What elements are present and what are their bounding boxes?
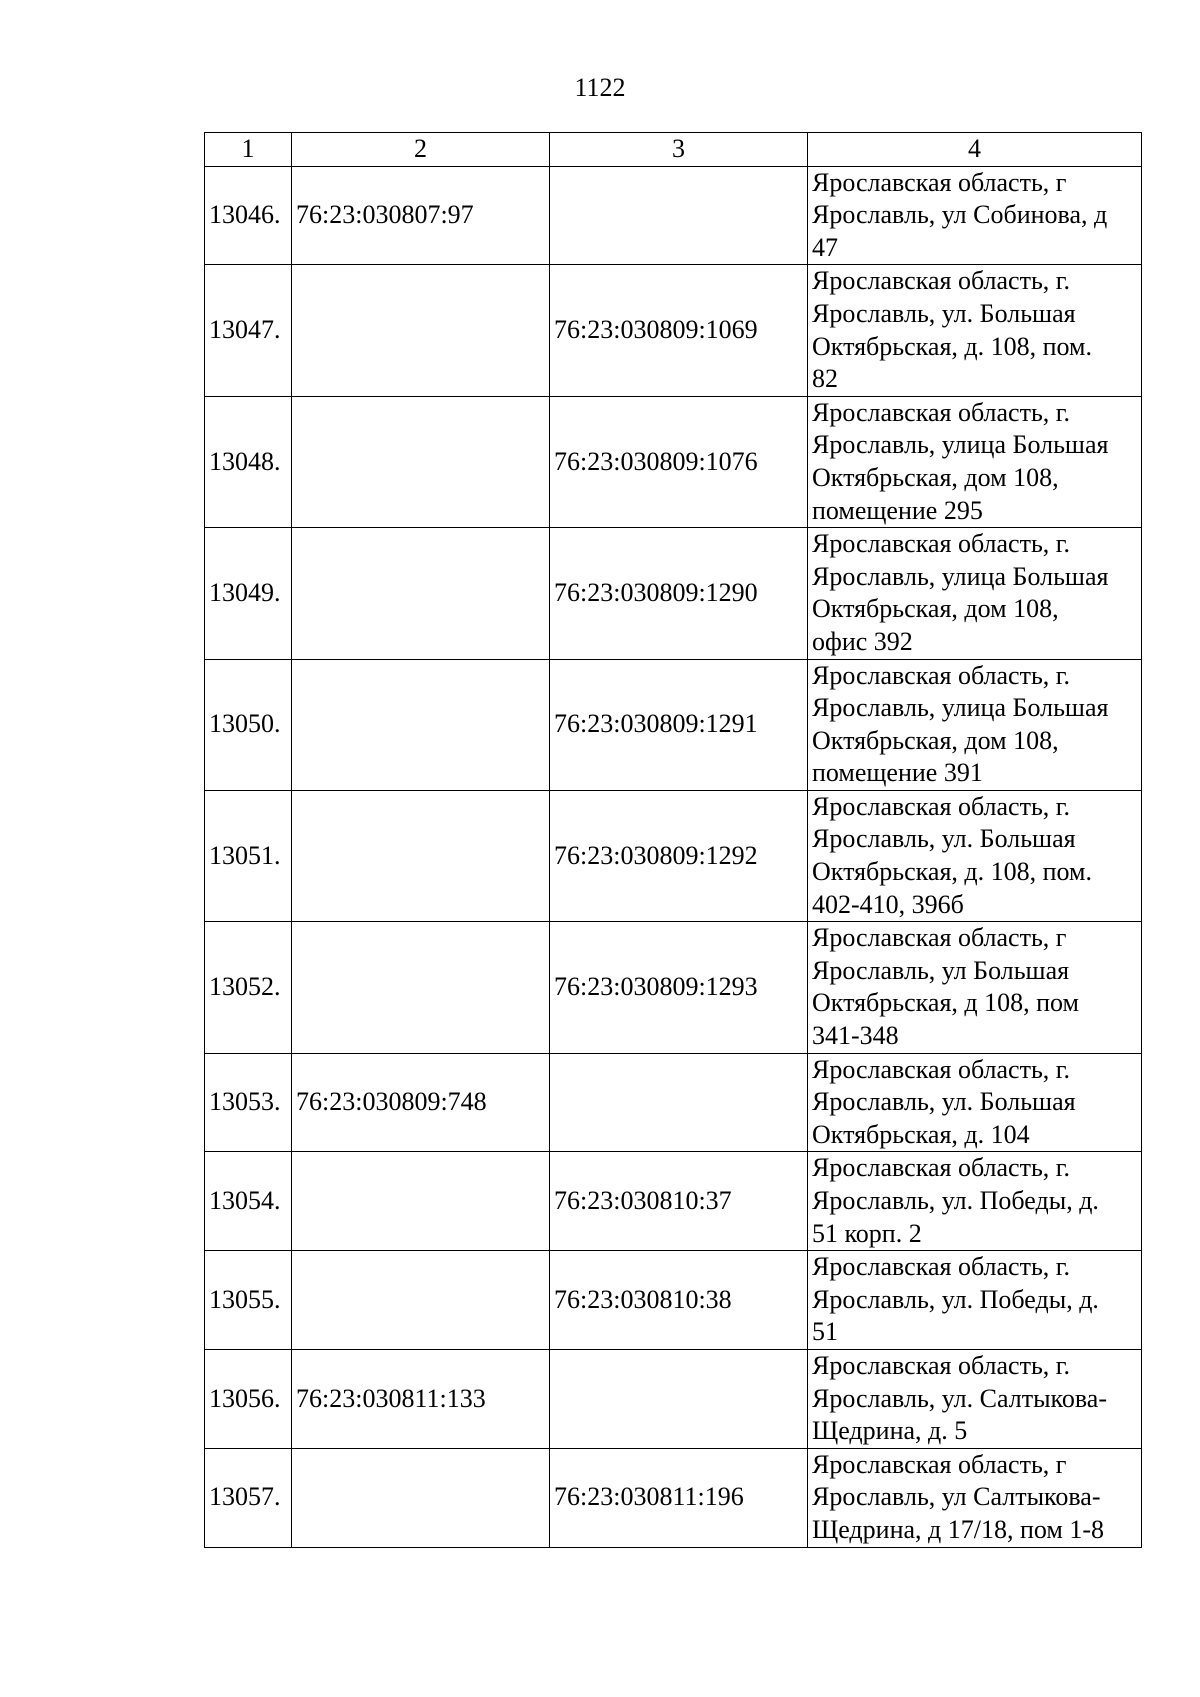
- address-line: Ярославль, улица Большая: [812, 430, 1109, 460]
- address-line: Щедрина, д. 5: [812, 1416, 968, 1446]
- table-row: [205, 659, 1142, 790]
- address-line: Ярославская область, г: [812, 923, 1067, 953]
- cadastral-number-col3: 76:23:030809:1069: [550, 265, 808, 396]
- row-number: 13054.: [205, 1152, 292, 1251]
- address-cell: [808, 1349, 1142, 1448]
- row-number: 13055.: [205, 1251, 292, 1350]
- registry-table: [204, 132, 1142, 1548]
- address-line: Ярославская область, г.: [812, 529, 1071, 559]
- table-row: [205, 1349, 1142, 1448]
- row-number: 13051.: [205, 790, 292, 921]
- address-line: офис 392: [812, 626, 913, 656]
- cadastral-number-col2: 76:23:030809:748: [292, 1053, 550, 1152]
- address-cell: [808, 790, 1142, 921]
- header-col-4: 4: [808, 133, 1142, 167]
- address-line: Ярославль, ул Собинова, д: [812, 200, 1108, 230]
- row-number: 13047.: [205, 265, 292, 396]
- table-row: [205, 790, 1142, 921]
- header-col-2: 2: [292, 133, 550, 167]
- header-col-3: 3: [550, 133, 808, 167]
- table-row: [205, 1448, 1142, 1547]
- table-row: [205, 922, 1142, 1053]
- cadastral-number-col2: [292, 265, 550, 396]
- cadastral-number-col3: 76:23:030809:1292: [550, 790, 808, 921]
- cadastral-number-col3: 76:23:030810:38: [550, 1251, 808, 1350]
- address-line: Ярославль, ул Большая: [812, 955, 1070, 985]
- cadastral-number-col2: [292, 659, 550, 790]
- address-line: Октябрьская, д 108, пом: [812, 988, 1080, 1018]
- cadastral-number-col3: 76:23:030809:1290: [550, 528, 808, 659]
- row-number: 13050.: [205, 659, 292, 790]
- address-cell: [808, 1152, 1142, 1251]
- header-row: [205, 133, 1142, 167]
- address-cell: [808, 1053, 1142, 1152]
- cadastral-number-col3: 76:23:030810:37: [550, 1152, 808, 1251]
- address-cell: [808, 659, 1142, 790]
- cadastral-number-col2: [292, 1251, 550, 1350]
- row-number: 13056.: [205, 1349, 292, 1448]
- address-line: Октябрьская, д. 108, пом.: [812, 331, 1093, 361]
- cadastral-number-col2: [292, 1448, 550, 1547]
- address-line: помещение 295: [812, 495, 983, 525]
- address-line: Ярославская область, г.: [812, 660, 1071, 690]
- cadastral-number-col2: 76:23:030807:97: [292, 166, 550, 265]
- address-line: 51 корп. 2: [812, 1218, 922, 1248]
- address-cell: [808, 166, 1142, 265]
- address-line: Ярославль, ул. Победы, д.: [812, 1186, 1099, 1215]
- cadastral-number-col3: [550, 1349, 808, 1448]
- address-line: Ярославль, улица Большая: [812, 693, 1109, 723]
- cadastral-number-col3: 76:23:030811:196: [550, 1448, 808, 1547]
- address-line: Ярославль, ул Салтыкова-: [812, 1482, 1101, 1512]
- address-line: Ярославль, улица Большая: [812, 561, 1109, 591]
- row-number: 13049.: [205, 528, 292, 659]
- address-line: помещение 391: [812, 758, 983, 788]
- cadastral-number-col2: [292, 528, 550, 659]
- address-line: Октябрьская, дом 108,: [812, 594, 1059, 624]
- address-line: Ярославль, ул. Большая: [812, 1087, 1076, 1117]
- address-line: Ярославская область, г: [812, 167, 1067, 197]
- address-line: 341-348: [812, 1021, 899, 1051]
- row-number: 13053.: [205, 1053, 292, 1152]
- address-line: Ярославль, ул. Большая: [812, 824, 1076, 854]
- address-line: Октябрьская, д. 108, пом.: [812, 857, 1093, 887]
- address-line: Ярославская область, г.: [812, 1252, 1071, 1282]
- address-line: Ярославская область, г.: [812, 1350, 1071, 1380]
- table-row: [205, 166, 1142, 265]
- address-line: Ярославская область, г: [812, 1449, 1067, 1479]
- table-row: [205, 528, 1142, 659]
- table-row: [205, 1251, 1142, 1350]
- cadastral-number-col3: 76:23:030809:1293: [550, 922, 808, 1053]
- row-number: 13057.: [205, 1448, 292, 1547]
- row-number: 13048.: [205, 396, 292, 527]
- address-line: Ярославская область, г.: [812, 791, 1071, 821]
- address-line: 402-410, 396б: [812, 889, 964, 919]
- cadastral-number-col2: [292, 1152, 550, 1251]
- address-line: Ярославль, ул. Большая: [812, 298, 1076, 328]
- cadastral-number-col2: 76:23:030811:133: [292, 1349, 550, 1448]
- address-line: Ярославская область, г.: [812, 1054, 1071, 1084]
- address-line: Ярославская область, г.: [812, 266, 1071, 296]
- address-line: Ярославль, ул. Победы, д.: [812, 1284, 1099, 1314]
- address-line: Щедрина, д 17/18, пом 1-8: [812, 1514, 1105, 1544]
- address-line: 51: [812, 1317, 838, 1347]
- table-row: [205, 265, 1142, 396]
- address-line: Октябрьская, д. 104: [812, 1119, 1030, 1149]
- header-col-1: 1: [205, 133, 292, 167]
- row-number: 13052.: [205, 922, 292, 1053]
- address-line: Октябрьская, дом 108,: [812, 462, 1059, 492]
- cadastral-number-col2: [292, 396, 550, 527]
- cadastral-number-col3: [550, 166, 808, 265]
- page-number: 1122: [574, 73, 626, 102]
- address-line: Ярославская область, г.: [812, 1153, 1071, 1183]
- cadastral-number-col2: [292, 922, 550, 1053]
- cadastral-number-col3: 76:23:030809:1291: [550, 659, 808, 790]
- address-line: 47: [812, 232, 838, 262]
- cadastral-number-col3: [550, 1053, 808, 1152]
- address-cell: [808, 1448, 1142, 1547]
- address-line: Ярославль, ул. Салтыкова-: [812, 1383, 1108, 1413]
- cadastral-number-col2: [292, 790, 550, 921]
- address-line: Октябрьская, дом 108,: [812, 725, 1059, 755]
- address-cell: [808, 396, 1142, 527]
- address-line: Ярославская область, г.: [812, 397, 1071, 427]
- address-cell: [808, 528, 1142, 659]
- address-cell: [808, 1251, 1142, 1350]
- address-cell: [808, 265, 1142, 396]
- cadastral-number-col3: 76:23:030809:1076: [550, 396, 808, 527]
- row-number: 13046.: [205, 166, 292, 265]
- table-row: [205, 1152, 1142, 1251]
- address-line: 82: [812, 364, 838, 394]
- table-row: [205, 1053, 1142, 1152]
- table-row: [205, 396, 1142, 527]
- address-cell: [808, 922, 1142, 1053]
